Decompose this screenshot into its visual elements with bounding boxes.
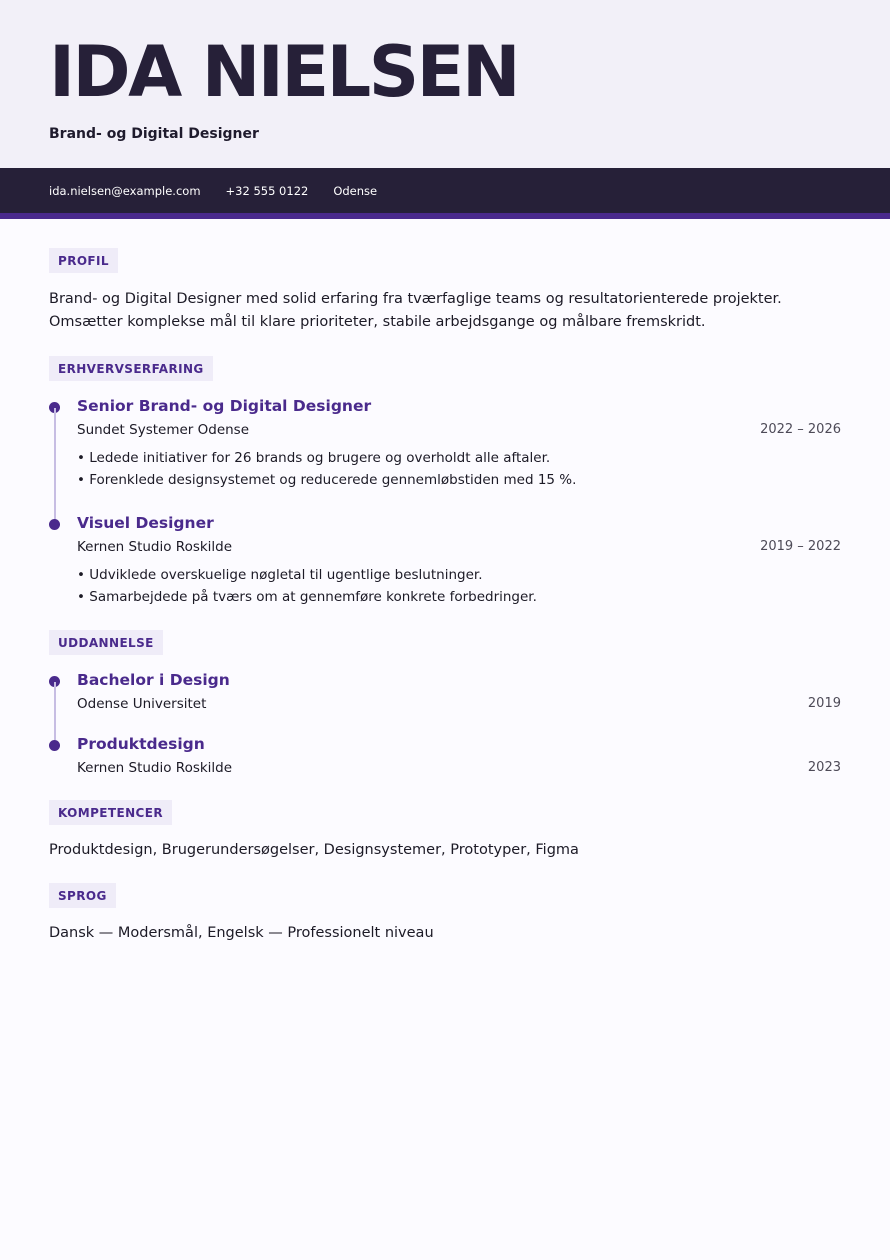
experience-role: Visuel Designer [77,514,214,532]
experience-org: Sundet Systemer Odense [77,422,250,438]
experience-org-row [77,420,841,440]
education-org-row [77,694,841,714]
education-institution: Odense Universitet [77,696,207,712]
section-label-skills: KOMPETENCER [49,800,172,825]
section-label-languages: SPROG [49,883,116,908]
experience-item [77,513,841,608]
experience-role: Senior Brand- og Digital Designer [77,397,372,415]
experience-org: Kernen Studio Roskilde [77,539,233,555]
languages-text: Dansk — Modersmål, Engelsk — Professionelt niveau [49,925,434,941]
contact-bar [0,168,890,219]
experience-bullets [77,447,841,491]
job-title: Brand- og Digital Designer [49,126,259,142]
experience-bullet: • Ledede initiativer for 26 brands og brugere og overholdt alle aftaler. [77,450,551,466]
education-institution: Kernen Studio Roskilde [77,760,233,776]
resume-content [0,219,890,944]
experience-org-row [77,537,841,557]
experience-timeline [49,396,841,608]
experience-bullet: • Forenklede designsystemet og reducerede gennemløbstiden med 15 %. [77,472,577,488]
person-name: IDA NIELSEN [49,31,519,113]
section-label-profile: PROFIL [49,248,118,273]
experience-period: 2022 – 2026 [760,422,841,437]
skills-text: Produktdesign, Brugerundersøgelser, Designsystemer, Prototyper, Figma [49,842,579,858]
experience-item [77,396,841,513]
education-year: 2019 [807,696,841,711]
education-item [77,670,841,734]
section-label-experience: ERHVERVSERFARING [49,356,213,381]
education-section [49,630,841,778]
timeline-line [54,408,56,523]
experience-period: 2019 – 2022 [760,539,841,554]
timeline-dot-icon [49,740,60,751]
education-item [77,734,841,778]
education-year: 2023 [807,760,841,775]
skills-section [49,800,841,861]
education-org-row [77,758,841,778]
contact-phone[interactable]: +32 555 0122 [225,183,309,198]
experience-bullet: • Udviklede overskuelige nøgletal til ugentlige beslutninger. [77,567,483,583]
education-degree: Bachelor i Design [77,671,230,689]
education-degree: Produktdesign [77,735,205,753]
experience-section [49,356,841,608]
timeline-dot-icon [49,519,60,530]
education-timeline [49,670,841,778]
profile-section [49,248,841,334]
languages-section [49,883,841,944]
experience-bullets [77,564,841,608]
experience-bullet: • Samarbejdede på tværs om at gennemføre konkrete forbedringer. [77,589,537,605]
section-label-education: UDDANNELSE [49,630,163,655]
contact-city: Odense [333,183,378,198]
profile-text: Brand- og Digital Designer med solid erfaring fra tværfaglige teams og resultatorienterede projekter. Omsætter komplekse mål til klare prioriteter, stabile arbejdsgange og målbare fremskridt. [49,291,782,330]
timeline-line [54,682,56,740]
resume-header [0,0,890,168]
contact-email[interactable]: ida.nielsen@example.com [49,183,201,198]
